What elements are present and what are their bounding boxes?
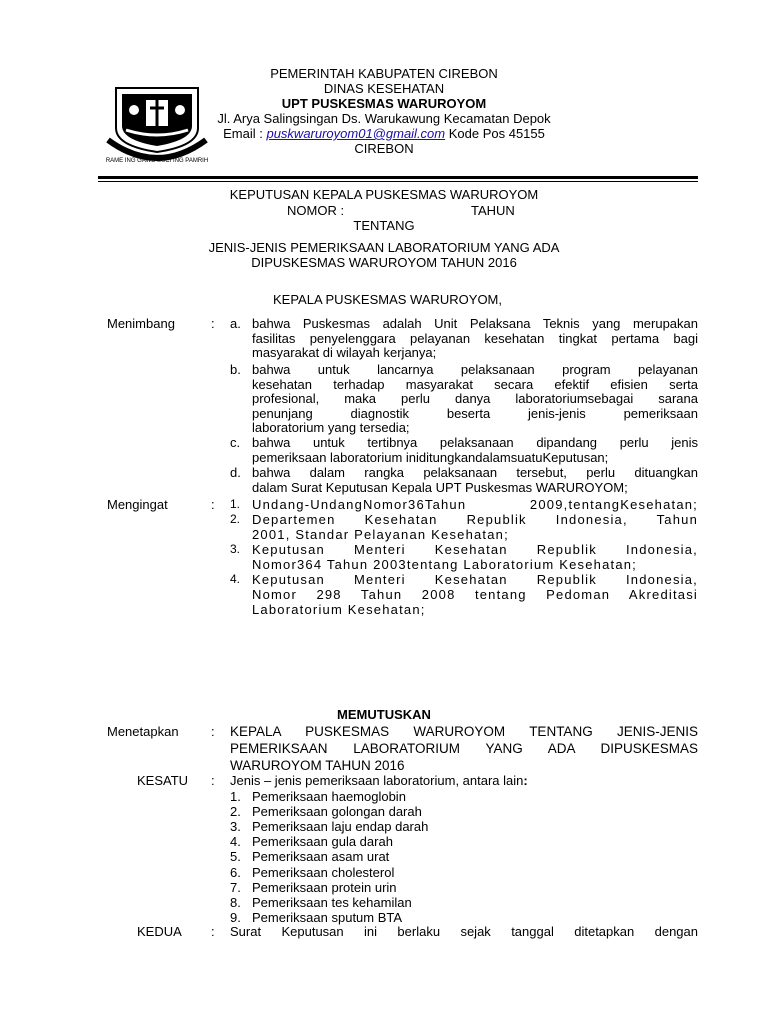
menetapkan-line: WARUROYOM TAHUN 2016 — [230, 758, 405, 773]
menimbang-item-line: masyarakat di wilayah kerjanya; — [252, 345, 437, 361]
mengingat-item-marker: 4. — [230, 572, 241, 586]
exam-number: 6. — [230, 864, 241, 880]
mengingat-item-line: Keputusan Menteri Kesehatan Republik Indonesia, — [252, 572, 698, 587]
mengingat-item-line: Undang-UndangNomor36Tahun 2009,tentangKesehatan; — [252, 497, 698, 512]
decree-subject-line2: DIPUSKESMAS WARUROYOM TAHUN 2016 — [251, 255, 517, 270]
menimbang-item-line: bahwa Puskesmas adalah Unit Pelaksana Teknis yang merupakan — [252, 316, 698, 331]
mengingat-item-line: Departemen Kesehatan Republik Indonesia, Tahun — [252, 512, 698, 527]
decree-year-label: TAHUN — [471, 203, 515, 218]
kesatu-label: KESATU — [137, 773, 189, 788]
menetapkan-label: Menetapkan — [107, 724, 179, 739]
exam-name: Pemeriksaan gula darah — [252, 834, 393, 850]
menimbang-colon: : — [211, 316, 215, 331]
kesatu-colon: : — [211, 773, 215, 788]
exam-number: 5. — [230, 849, 241, 865]
kesatu-intro-text: Jenis – jenis pemeriksaan laboratorium, antara lain — [230, 773, 524, 788]
header-divider — [98, 176, 698, 179]
header-department: DINAS KESEHATAN — [323, 81, 445, 96]
exam-name: Pemeriksaan haemoglobin — [252, 789, 406, 804]
exam-number: 8. — [230, 894, 241, 910]
header-government: PEMERINTAH KABUPATEN CIREBON — [270, 66, 498, 81]
menimbang-item-marker: a. — [230, 316, 241, 331]
email-label: Email : — [223, 126, 267, 141]
mengingat-item-marker: 3. — [230, 542, 241, 556]
mengingat-colon: : — [211, 497, 215, 512]
exam-number: 3. — [230, 819, 241, 835]
decree-kepala: KEPALA PUSKESMAS WARUROYOM, — [273, 292, 502, 307]
postcode: Kode Pos 45155 — [445, 126, 545, 141]
menimbang-label: Menimbang — [107, 316, 175, 331]
mengingat-item-line: Laboratorium Kesehatan; — [252, 602, 426, 617]
exam-name: Pemeriksaan sputum BTA — [252, 909, 403, 925]
kedua-colon: : — [211, 924, 215, 939]
menimbang-item-line: penunjang diagnostik beserta jenis-jenis pemeriksaan — [252, 405, 698, 421]
mengingat-label: Mengingat — [107, 497, 168, 512]
decree-subject-line1: JENIS-JENIS PEMERIKSAAN LABORATORIUM YANG ADA — [208, 240, 560, 255]
header-divider-thin — [98, 181, 698, 182]
email-link[interactable]: puskwaruroyom01@gmail.com — [266, 126, 446, 141]
header-puskesmas: UPT PUSKESMAS WARUROYOM — [281, 96, 487, 111]
header-city: CIREBON — [354, 141, 414, 156]
kedua-label: KEDUA — [137, 924, 182, 939]
kesatu-intro-colon: : — [523, 773, 528, 788]
logo-motto: RAME ING GAWE SUCI ING PAMRIH — [106, 158, 208, 164]
exam-name: Pemeriksaan asam urat — [252, 849, 390, 865]
menimbang-item-marker: b. — [230, 362, 241, 377]
menimbang-item-line: pemeriksaan laboratorium iniditungkandalamsuatuKeputusan; — [252, 449, 609, 465]
exam-name: Pemeriksaan golongan darah — [252, 804, 422, 820]
header-address: Jl. Arya Salingsingan Ds. Warukawung Kecamatan Depok — [217, 111, 551, 126]
mengingat-item-marker: 1. — [230, 497, 241, 511]
exam-name: Pemeriksaan cholesterol — [252, 864, 395, 880]
decree-title: KEPUTUSAN KEPALA PUSKESMAS WARUROYOM — [229, 187, 539, 202]
exam-name: Pemeriksaan tes kehamilan — [252, 894, 412, 910]
menimbang-item-line: fasilitas penyelenggara pelayanan kesehatan tingkat pertama bagi — [252, 330, 698, 346]
menimbang-item-line: laboratorium yang tersedia; — [252, 420, 410, 436]
menetapkan-colon: : — [211, 724, 215, 739]
mengingat-item-line: Nomor 298 Tahun 2008 tentang Pedoman Akreditasi — [252, 587, 698, 602]
exam-number: 1. — [230, 789, 241, 804]
decree-tentang: TENTANG — [353, 218, 415, 233]
menimbang-item-line: bahwa untuk lancarnya pelaksanaan program pelayanan — [252, 362, 698, 377]
menimbang-item-marker: d. — [230, 465, 241, 480]
menetapkan-line: PEMERIKSAAN LABORATORIUM YANG ADA DIPUSKESMAS — [230, 741, 698, 756]
menimbang-item-line: kesehatan terhadap masyarakat secara efektif efisien serta — [252, 376, 698, 392]
menimbang-item-marker: c. — [230, 435, 241, 450]
mengingat-item-marker: 2. — [230, 512, 241, 526]
memutuskan-heading: MEMUTUSKAN — [337, 707, 431, 722]
kedua-text: Surat Keputusan ini berlaku sejak tanggal ditetapkan dengan — [230, 924, 698, 939]
exam-number: 7. — [230, 879, 241, 895]
exam-number: 4. — [230, 834, 241, 850]
mengingat-item-line: 2001, Standar Pelayanan Kesehatan; — [252, 527, 509, 542]
menimbang-item-line: dalam Surat Keputusan Kepala UPT Puskesmas WARUROYOM; — [252, 479, 628, 495]
decree-number-label: NOMOR : — [287, 203, 345, 218]
header-contact — [0, 126, 768, 141]
mengingat-item-line: Nomor364 Tahun 2003tentang Laboratorium Kesehatan; — [252, 557, 637, 572]
exam-name: Pemeriksaan protein urin — [252, 879, 397, 895]
menimbang-item-line: profesional, maka perlu danya laboratoriumsebagai sarana — [252, 391, 698, 407]
mengingat-item-line: Keputusan Menteri Kesehatan Republik Indonesia, — [252, 542, 698, 557]
menimbang-item-line: bahwa untuk tertibnya pelaksanaan dipandang perlu jenis — [252, 435, 698, 450]
exam-name: Pemeriksaan laju endap darah — [252, 819, 429, 835]
exam-number: 9. — [230, 909, 241, 925]
exam-number: 2. — [230, 804, 241, 820]
menetapkan-line: KEPALA PUSKESMAS WARUROYOM TENTANG JENIS-JENIS — [230, 724, 698, 739]
menimbang-item-line: bahwa dalam rangka pelaksanaan tersebut, perlu dituangkan — [252, 465, 698, 480]
kesatu-intro — [230, 773, 528, 788]
